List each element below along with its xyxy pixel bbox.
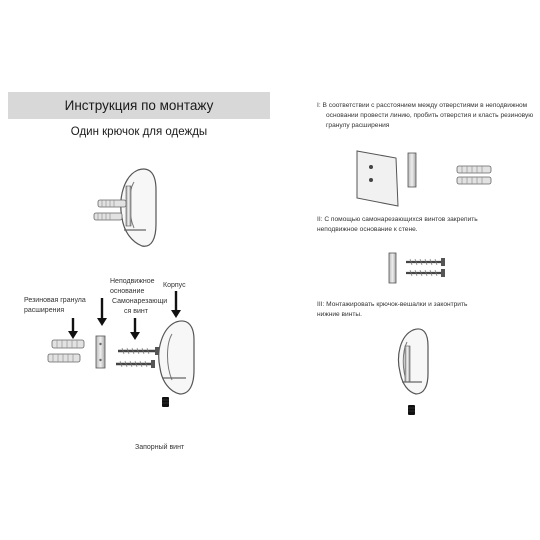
step1-wall-plate-icon — [357, 151, 398, 206]
step-2-line1: II: С помощью самонарезающихся винтов закрепить — [317, 216, 478, 223]
step1-rubber-plugs-icon — [457, 166, 491, 184]
step1-fixed-base-icon — [408, 153, 416, 187]
step-3-line2: нижние винты. — [317, 311, 362, 318]
page-subtitle: Один крючок для одежды — [70, 126, 208, 138]
lock-screw-icon — [162, 397, 169, 407]
label-fixed-base-line1: Неподвижное — [110, 278, 155, 285]
page-title: Инструкция по монтажу — [64, 98, 214, 113]
hook-body-icon — [159, 321, 194, 394]
screws-icon — [116, 347, 159, 368]
step2-screws-icon — [406, 258, 445, 277]
step-1-line2: основании провести линию, пробить отверстия и класть резиновую — [326, 112, 534, 119]
step-1-line3: гранулу расширения — [326, 122, 390, 129]
step2-fixed-base-icon — [389, 253, 396, 283]
hook-assembled-icon — [121, 169, 156, 246]
label-rubber-plug-line1: Резиновая гранула — [24, 297, 86, 304]
step3-lock-screw-icon — [408, 405, 415, 415]
label-body: Корпус — [163, 282, 186, 289]
step-3-line1: III: Монтажировать крючок-вешалки и законтрить — [317, 301, 468, 308]
fixed-base-icon — [96, 336, 105, 368]
step-1-line1: I: В соответствии с расстоянием между отверстиями в неподвижном — [317, 102, 528, 109]
label-fixed-base-line2: основание — [110, 288, 145, 295]
label-rubber-plug-line2: расширения — [24, 307, 65, 314]
step3-hook-icon — [399, 329, 428, 394]
step-2-line2: неподвижное основание к стене. — [317, 226, 418, 233]
rubber-plugs-icon — [48, 340, 84, 362]
label-screw-line2: ся винт — [124, 308, 148, 315]
label-lock-screw: Запорный винт — [135, 444, 185, 451]
label-screw-line1: Самонарезающи — [112, 298, 168, 305]
